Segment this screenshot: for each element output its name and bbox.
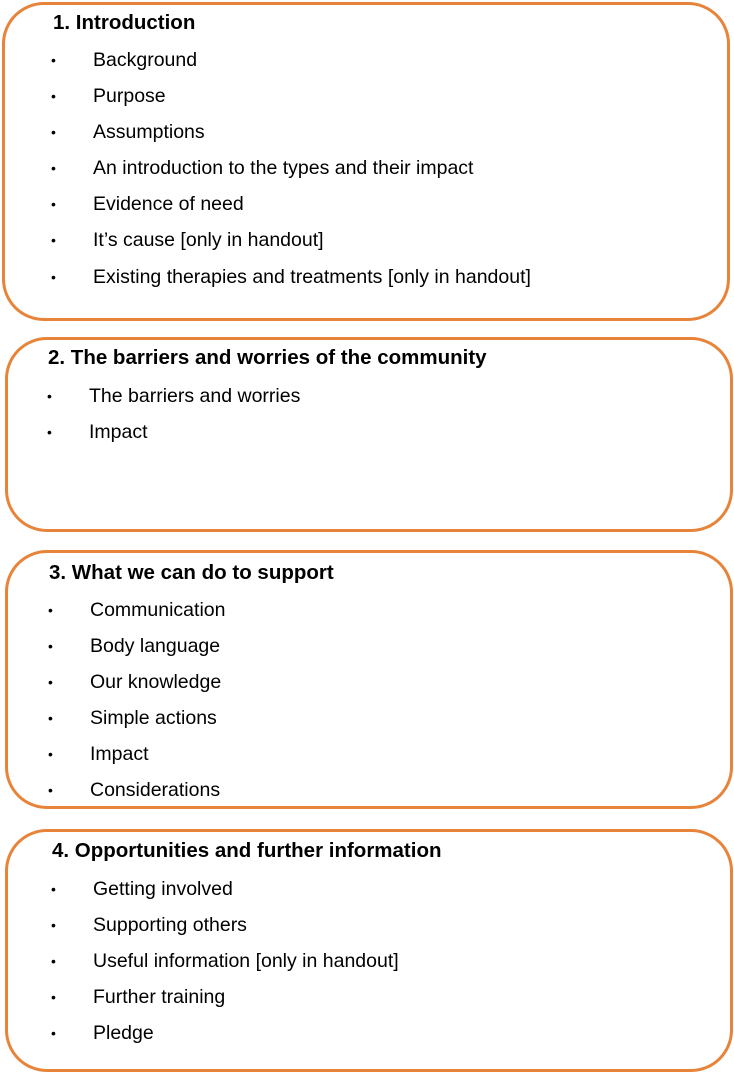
bullet-icon: • (51, 124, 56, 141)
list-item-text: Evidence of need (93, 193, 244, 216)
section-title: 3. What we can do to support (49, 561, 334, 584)
section-opportunities (5, 829, 733, 1072)
list-item-text: Useful information [only in handout] (93, 950, 399, 973)
bullet-icon: • (51, 160, 56, 177)
bullet-icon: • (48, 746, 53, 763)
list-item-text: Further training (93, 986, 226, 1009)
list-item-text: An introduction to the types and their impact (93, 157, 474, 180)
bullet-icon: • (51, 1025, 56, 1042)
bullet-icon: • (48, 674, 53, 691)
bullet-icon: • (51, 52, 56, 68)
bullet-icon: • (51, 881, 56, 897)
list-item-text: Considerations (90, 779, 221, 802)
section-title: 1. Introduction (53, 11, 196, 34)
list-item-text: Impact (90, 743, 149, 766)
bullet-icon: • (51, 88, 56, 105)
section-support (5, 550, 733, 809)
list-item-text: Our knowledge (90, 671, 222, 694)
list-item-text: Pledge (93, 1022, 154, 1045)
section-introduction (2, 2, 730, 321)
list-item-text: The barriers and worries (89, 385, 301, 407)
bullet-icon: • (47, 424, 52, 441)
section-barriers (5, 337, 733, 532)
list-item-text: Supporting others (93, 914, 247, 937)
list-item-text: Body language (90, 635, 221, 658)
list-item-text: It’s cause [only in handout] (93, 229, 324, 252)
list-item-text: Purpose (93, 85, 166, 108)
bullet-icon: • (51, 232, 56, 249)
bullet-icon: • (48, 638, 53, 655)
section-title: 4. Opportunities and further information (52, 839, 442, 862)
bullet-icon: • (51, 917, 56, 934)
bullet-icon: • (48, 602, 53, 618)
list-item-text: Impact (89, 421, 148, 444)
list-item-text: Existing therapies and treatments [only in handout] (93, 265, 531, 288)
bullet-icon: • (51, 196, 56, 213)
list-item-text: Communication (90, 599, 226, 621)
bullet-icon: • (51, 268, 56, 285)
bullet-icon: • (48, 782, 53, 799)
list-item-text: Assumptions (93, 121, 205, 144)
list-item-text: Simple actions (90, 707, 217, 730)
section-title: 2. The barriers and worries of the community (48, 346, 487, 369)
bullet-icon: • (51, 989, 56, 1006)
bullet-icon: • (48, 710, 53, 727)
list-item-text: Getting involved (93, 878, 233, 900)
bullet-icon: • (47, 388, 52, 404)
bullet-icon: • (51, 953, 56, 970)
list-item-text: Background (93, 49, 198, 71)
